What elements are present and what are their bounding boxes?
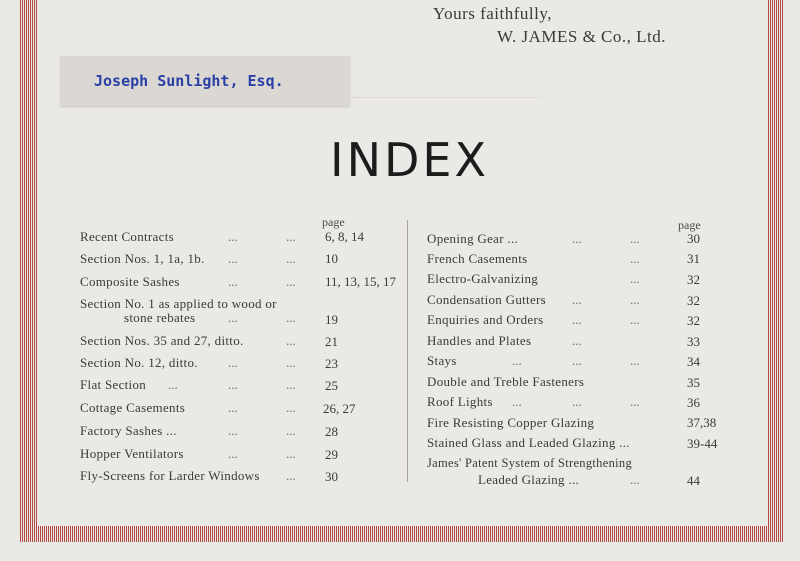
index-entry-label: James' Patent System of Strengthening xyxy=(427,456,632,470)
leader-dots: ... xyxy=(630,292,640,307)
leader-dots: ... xyxy=(286,274,296,289)
leader-dots: ... xyxy=(512,353,522,368)
leader-dots: ... xyxy=(572,231,582,246)
index-entry-page: 36 xyxy=(687,395,700,410)
leader-dots: ... xyxy=(228,400,238,415)
letter-closing: Yours faithfully, xyxy=(433,4,553,23)
index-entry-label: Section No. 1 as applied to wood or xyxy=(80,296,277,311)
index-entry-label-continued: Leaded Glazing ... xyxy=(478,472,580,487)
index-entry-label-continued: stone rebates xyxy=(124,310,196,325)
index-entry-label: Enquiries and Orders xyxy=(427,312,544,327)
leader-dots: ... xyxy=(286,355,296,370)
index-entry-page: 6, 8, 14 xyxy=(325,229,364,244)
index-entry-page: 37,38 xyxy=(687,415,717,430)
leader-dots: ... xyxy=(286,446,296,461)
index-entry-label: Handles and Plates xyxy=(427,333,532,348)
index-entry-label: Stained Glass and Leaded Glazing ... xyxy=(427,435,630,450)
index-entry-page: 11, 13, 15, 17 xyxy=(325,274,397,289)
index-entry-page: 31 xyxy=(687,251,700,266)
leader-dots: ... xyxy=(630,251,640,266)
index-entry-page: 25 xyxy=(325,378,338,393)
index-entry-label: Roof Lights xyxy=(427,394,493,409)
index-entry-page: 19 xyxy=(325,312,338,327)
leader-dots: ... xyxy=(630,231,640,246)
index-entry-page: 32 xyxy=(687,272,700,287)
index-entry-page: 44 xyxy=(687,473,700,488)
index-entry-page: 34 xyxy=(687,354,700,369)
leader-dots: ... xyxy=(512,394,522,409)
left-page-column-header: page xyxy=(322,215,345,229)
leader-dots: ... xyxy=(228,355,238,370)
leader-dots: ... xyxy=(630,312,640,327)
index-title: INDEX xyxy=(330,133,489,187)
leader-dots: ... xyxy=(630,472,640,487)
leader-dots: ... xyxy=(286,400,296,415)
index-entry-label: Stays xyxy=(427,353,457,368)
leader-dots: ... xyxy=(572,292,582,307)
leader-dots: ... xyxy=(630,394,640,409)
leader-dots: ... xyxy=(286,251,296,266)
index-entry-label: Hopper Ventilators xyxy=(80,446,184,461)
index-entry-page: 35 xyxy=(687,375,700,390)
leader-dots: ... xyxy=(630,353,640,368)
recipient-name: Joseph Sunlight, Esq. xyxy=(94,72,284,90)
leader-dots: ... xyxy=(286,377,296,392)
index-entry-label: Double and Treble Fasteners xyxy=(427,374,585,389)
leader-dots: ... xyxy=(286,423,296,438)
leader-dots: ... xyxy=(228,423,238,438)
index-entry-label: Composite Sashes xyxy=(80,274,180,289)
leader-dots: ... xyxy=(228,274,238,289)
index-entry-page: 10 xyxy=(325,251,338,266)
index-entry-label: Cottage Casements xyxy=(80,400,186,415)
bottom-border-decoration xyxy=(20,526,784,542)
index-entry-label: Section Nos. 1, 1a, 1b. xyxy=(80,251,205,266)
index-entry-label: Section Nos. 35 and 27, ditto. xyxy=(80,333,244,348)
leader-dots: ... xyxy=(572,353,582,368)
leader-dots: ... xyxy=(228,229,238,244)
leader-dots: ... xyxy=(228,377,238,392)
leader-dots: ... xyxy=(286,333,296,348)
right-page-column-header: page xyxy=(678,218,701,232)
index-entry-page: 30 xyxy=(687,231,700,246)
recipient-label-slip xyxy=(60,56,350,106)
index-entry-label: Recent Contracts xyxy=(80,229,174,244)
column-divider xyxy=(407,220,408,482)
leader-dots: ... xyxy=(228,446,238,461)
leader-dots: ... xyxy=(228,310,238,325)
index-entry-page: 30 xyxy=(325,469,338,484)
index-entry-page: 33 xyxy=(687,334,700,349)
index-entry-label: French Casements xyxy=(427,251,528,266)
index-entry-label: Flat Section xyxy=(80,377,147,392)
index-entry-label: Opening Gear ... xyxy=(427,231,519,246)
index-entry-label: Electro-Galvanizing xyxy=(427,271,539,286)
leader-dots: ... xyxy=(572,312,582,327)
index-entry-page: 32 xyxy=(687,313,700,328)
leader-dots: ... xyxy=(168,377,178,392)
left-border-decoration xyxy=(20,0,38,540)
right-border-decoration xyxy=(768,0,784,540)
index-entry-label: Section No. 12, ditto. xyxy=(80,355,198,370)
index-entry-label: Fire Resisting Copper Glazing xyxy=(427,415,595,430)
index-entry-page: 21 xyxy=(325,334,338,349)
firm-name: W. JAMES & Co., Ltd. xyxy=(497,27,667,46)
index-entry-page: 28 xyxy=(325,424,338,439)
leader-dots: ... xyxy=(286,468,296,483)
leader-dots: ... xyxy=(572,394,582,409)
index-entry-page: 23 xyxy=(325,356,338,371)
leader-dots: ... xyxy=(228,251,238,266)
leader-dots: ... xyxy=(572,333,582,348)
leader-dots: ... xyxy=(286,310,296,325)
index-entry-page: 26, 27 xyxy=(323,401,356,416)
leader-dots: ... xyxy=(630,271,640,286)
index-entry-label: Fly-Screens for Larder Windows xyxy=(80,468,260,483)
index-entry-page: 32 xyxy=(687,293,700,308)
index-entry-label: Factory Sashes ... xyxy=(80,423,177,438)
index-entry-page: 29 xyxy=(325,447,338,462)
leader-dots: ... xyxy=(286,229,296,244)
faint-rule xyxy=(352,97,540,98)
index-entry-label: Condensation Gutters xyxy=(427,292,547,307)
index-entry-page: 39-44 xyxy=(687,436,718,451)
